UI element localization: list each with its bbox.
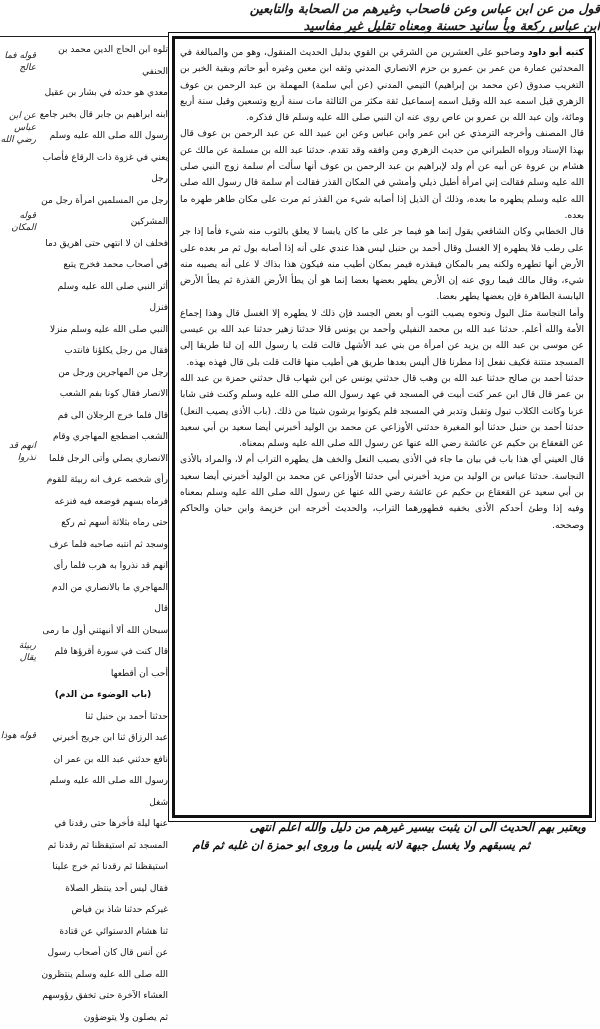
margin-note: قوله فما عالج [0,50,36,74]
margin-note: انهم قد نذروا [0,440,36,464]
commentary-line: سبحان الله ألا أنبهتني أول ما رمى [38,621,168,643]
commentary-line: أحب أن أقطعها [38,664,168,686]
main-paragraph [180,452,584,533]
commentary-line: في أصحاب محمد فخرج يتبع [38,255,168,277]
paragraph-text: وصاحبو على العشرين من الشرقي بن القوي بدليل الحديث المنقول، وهو من والمبالغة في المحدثين عمارة من عمر بن عمرو بن حزم الانصاري المدني وثقه ابن معين وغيره أبو حاتم وبقية الخبر بن التغريب صدوق (عن محمد بن إبراهيم) التيمي المدني (عن أبي سلمة) المهملة بن عبد الرحمن بن عوف الزهري قيل اسمه عبد الله وقيل اسمه إسماعيل ثقة مكثر من الثالثة مات سنة أربع وتسعين وقيل سنة أربع ومائة، وإن عبد الله بن عمرو بن عاص روى عنه ان النبي صلى الله عليه وسلم قال فذكره. [180,47,584,123]
commentary-line: فقال من رجل يكلؤنا فانتدب [38,341,168,363]
paragraph-text: حدثنا أحمد بن صالح حدثنا عبد الله بن وهب قال حدثني يونس عن ابن شهاب قال حدثني حمزة بن عبد الله بن عمر قال قال ابن عمر كنت أبيت في المسجد في عهد رسول الله صلى الله عليه وسلم وكنت فتى شابا عزبا وكانت الكلاب تبول وتقبل وتدبر في المسجد فلم يكونوا يرشون شيئا من ذلك. (باب الأذى يصيب النعل) حدثنا أحمد بن حنبل حدثنا أبو المغيرة حدثني الأوزاعي عن محمد بن الوليد أخبرني أيضا سعيد بن أبي سعيد عن القعقاع بن حكيم عن عائشة رضي الله عنها عن رسول الله صلى الله عليه وسلم بمعناه. [180,373,584,449]
commentary-line: ابنه ابراهيم بن جابر قال بخبر جامع [38,105,168,127]
commentary-line: قال فلما خرج الرجلان الى فم [38,406,168,428]
main-paragraph [180,371,584,452]
commentary-line: فرماه بسهم فوضعه فيه فنزعه [38,492,168,514]
main-paragraph [180,126,584,224]
commentary-line: المهاجري ما بالانصاري من الدم قال [38,578,168,621]
commentary-line: رسول الله صلى الله عليه وسلم شغل [38,771,168,814]
outer-margin-notes [0,40,36,840]
commentary-line: رسول الله صلى الله عليه وسلم [38,126,168,148]
commentary-line: قال كنت في سورة أقرؤها فلم [38,642,168,664]
commentary-line: حدثنا أحمد بن حنبل ثنا [38,707,168,729]
margin-note: عن ابن عباس رضي الله [0,110,36,146]
margin-note: قوله المكان [0,210,36,234]
bottom-handwritten-notes [0,818,600,862]
margin-note: قوله هوذا [0,730,36,742]
commentary-line: رأى شخصه عرف انه ربيئة للقوم [38,470,168,492]
bottom-note-line: ثم يسبقهم ولا يغسل جبهة لانه يلبس ما وروى ابو حمزة ان غلبه ثم قام [0,836,600,854]
commentary-line: المسجد ثم استيقظنا ثم رقدنا ثم [38,836,168,858]
commentary-line: تلوه ابن الحاج الدين محمد بن الحنفي [38,40,168,83]
paragraph-heading: كتبه أبو داود [528,47,584,58]
commentary-line: وسجد ثم انتبه صاحبه فلما عرف [38,535,168,557]
commentary-line: رجل من المهاجرين ورجل من [38,363,168,385]
commentary-line: معدي هو حدثه في بشار بن عقيل [38,83,168,105]
commentary-line: غيركم حدثنا شاذ بن فياض [38,900,168,922]
commentary-line: نافع حدثني عبد الله بن عمر ان [38,750,168,772]
bottom-note-line: ويعتبر بهم الحديث الى ان يثبت بيسير غيرهم من دليل والله اعلم انتهى [0,818,600,836]
paragraph-text: وأما النجاسة مثل البول ونحوه يصيب الثوب أو بعض الجسد فإن ذلك لا يطهره إلا الغسل قال وهذا إجماع الأمة والله أعلم. حدثنا عبد الله بن محمد النفيلي وأحمد بن يونس قالا حدثنا زهير حدثنا عبد الله بن عيسى عن موسى بن عبد الله بن يزيد عن امرأة من بني عبد الأشهل قالت قلت يا رسول الله إن لنا طريقا إلى المسجد منتنة فكيف نفعل إذا مطرنا قال أليس بعدها طريق هي أطيب منها قالت قلت بلى قال فهذه بهذه. [180,308,584,368]
main-text-frame [172,36,592,818]
column-divider [0,36,168,37]
commentary-line: رجل من المسلمين امرأة رجل من المشركين [38,191,168,234]
commentary-line: أثر النبي صلى الله عليه وسلم فنزل [38,277,168,320]
commentary-column [38,40,168,820]
commentary-line: الانصار فقال كونا بفم الشعب [38,384,168,406]
main-text-body [180,45,584,811]
main-paragraph [180,224,584,305]
section-heading: (باب الوضوء من الدم) [38,685,168,707]
commentary-line: الله صلى الله عليه وسلم ينتظرون [38,965,168,987]
commentary-line: انهم قد نذروا به هرب فلما رأى [38,556,168,578]
top-note-line: قول من عن ابن عباس وعن فاصحاب وغيرهم من الصحابة والتابعين [70,0,600,17]
commentary-line: عن أنس قال كان أصحاب رسول [38,943,168,965]
top-note-line: ابن عباس ركعة وبأ سانيد حسنة ومعناه تقليل غير مفاسيد [70,17,600,34]
commentary-line: ثم يصلون ولا يتوضؤون [38,1008,168,1029]
commentary-line: عنها ليلة فأخرها حتى رقدنا في [38,814,168,836]
main-paragraph [180,45,584,126]
commentary-line: الانصاري يصلي وأتى الرجل فلما [38,449,168,471]
commentary-line: فحلف ان لا انتهي حتى اهريق دما [38,234,168,256]
paragraph-text: قال العيني أي هذا باب في بيان ما جاء في الأذى يصيب النعل والخف هل يطهره التراب أم لا، والمراد بالأذى النجاسة. حدثنا عباس بن الوليد بن مزيد أخبرني أبي حدثنا الأوزاعي عن محمد بن الوليد أخبرني أيضا سعيد بن أبي سعيد عن القعقاع بن حكيم عن عائشة رضي الله عنها عن رسول الله صلى الله عليه وسلم بمعناه وفيه إذا وطئ أحدكم الأذى بخفيه فطهورهما التراب، والحديث أخرجه ابن خزيمة وابن حبان والحاكم وصححه. [180,454,584,530]
main-paragraph [180,306,584,371]
top-handwritten-notes [70,0,600,36]
paragraph-text: قال الخطابي وكان الشافعي يقول إنما هو فيما جر على ما كان يابسا لا يعلق بالثوب منه شيء فأما إذا جر على رطب فلا يطهره إلا الغسل وقال أحمد بن حنبل ليس هذا عندي على أنه إذا أصابه بول ثم مر بعده على الأرض أنها تطهره ولكنه يمر بالمكان فيقذره فيمر بمكان أطيب منه فيكون هذا بذاك لا على أنه يصيبه منه شيء، وقال مالك فيما روي عنه إن الأرض يطهر بعضها بعضا إنما هو أن يطأ الأرض القذرة ثم يطأ الأرض اليابسة الطاهرة فإن بعضها يطهر بعضا. [180,226,584,302]
commentary-line: حتى رماه بثلاثة أسهم ثم ركع [38,513,168,535]
commentary-line: النبي صلى الله عليه وسلم منزلا [38,320,168,342]
commentary-line: الشعب اضطجع المهاجري وقام [38,427,168,449]
commentary-line: استيقظنا ثم رقدنا ثم خرج علينا [38,857,168,879]
commentary-line: عبد الرزاق ثنا ابن جريج أخبرني [38,728,168,750]
paragraph-text: قال المصنف وأخرجه الترمذي عن ابن عمر وابن عباس وعن ابن عبيد الله عن عبد الرحمن بن عوف قال بهذا الإسناد ورواه الطبراني من حديث الزهري ومن وافقه وقد تقدم. حدثنا عبد الله بن مسلمة عن مالك عن هشام بن عروة عن أبيه عن أم ولد لإبراهيم بن عبد الرحمن بن عوف أنها سألت أم سلمة زوج النبي صلى الله عليه وسلم فقالت إني امرأة أطيل ذيلي وأمشي في المكان القذر فقالت أم سلمة قال رسول الله صلى الله عليه وسلم يطهره ما بعده، وذلك أن الذيل إذا أصابه شيء من القذر ثم مرت على مكان طاهر طهره ما بعده. [180,128,584,220]
commentary-line: يعني في غزوة ذات الرقاع فأصاب رجل [38,148,168,191]
commentary-line: العشاء الآخرة حتى تخفق رؤوسهم [38,986,168,1008]
margin-note: ربيئة يقال [0,640,36,664]
commentary-line: فقال ليس أحد ينتظر الصلاة [38,879,168,901]
commentary-line: ثنا هشام الدستوائي عن قتادة [38,922,168,944]
